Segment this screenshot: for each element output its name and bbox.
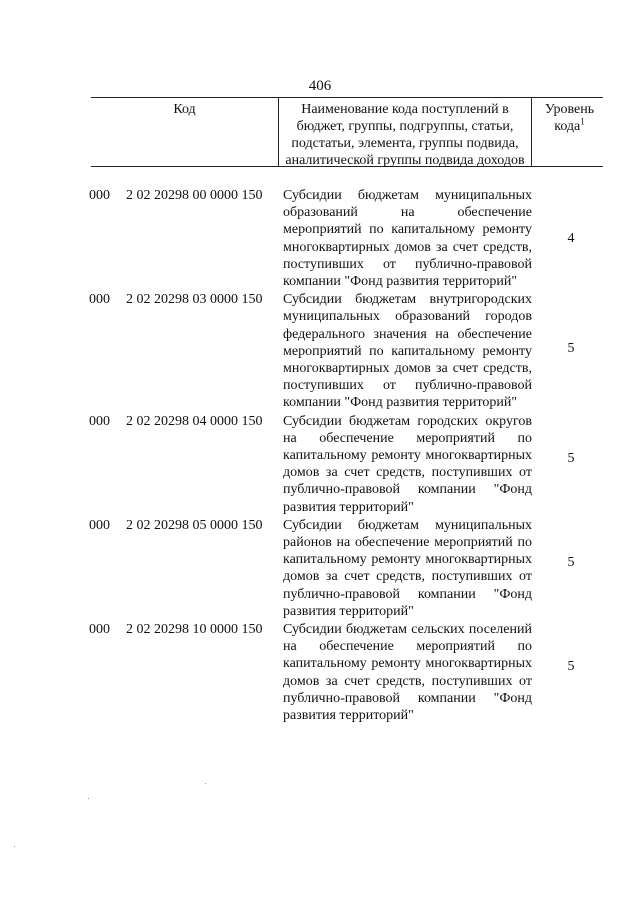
income-code: 2 02 20298 04 0000 150	[126, 413, 263, 429]
scan-speck	[14, 846, 15, 847]
code-level: 5	[567, 659, 575, 675]
admin-code: 000	[89, 517, 110, 533]
income-description: Субсидии бюджетам муниципальных районов на обеспечение мероприятий по капитальному ремонту многоквартирных домов за счет средств, поступивших от публично-правовой компании "Фонд развития территорий"	[283, 517, 532, 619]
header-level	[532, 98, 603, 166]
income-description: Субсидии бюджетам городских округов на обеспечение мероприятий по капитальному ремонту многоквартирных домов за счет средств, поступивших от публично-правовой компании "Фонд развития территорий"	[283, 413, 532, 515]
scan-speck	[88, 798, 89, 799]
code-level: 5	[567, 341, 575, 357]
code-level: 5	[567, 450, 575, 466]
header-code: Код	[91, 98, 279, 166]
table-row	[0, 290, 640, 411]
income-description: Субсидии бюджетам сельских поселений на обеспечение мероприятий по капитальному ремонту многоквартирных домов за счет средств, поступивших от публично-правовой компании "Фонд развития территорий"	[283, 622, 532, 724]
table-row	[0, 412, 640, 516]
table-row	[0, 186, 640, 290]
header-level-label: Уровень кода	[544, 102, 595, 134]
header-name: Наименование кода поступлений в бюджет, группы, подгруппы, статьи, подстатьи, элемента, группы подвида, аналитической группы подвида доходов	[279, 98, 532, 166]
table-body	[0, 186, 640, 724]
scan-speck	[205, 783, 206, 784]
income-code: 2 02 20298 10 0000 150	[126, 622, 263, 638]
admin-code: 000	[89, 292, 110, 308]
income-description: Субсидии бюджетам муниципальных образований на обеспечение мероприятий по капитальному ремонту многоквартирных домов за счет средств, поступивших от публично-правовой компании "Фонд развития территорий"	[283, 188, 532, 290]
admin-code: 000	[89, 188, 110, 203]
admin-code: 000	[89, 413, 110, 429]
code-level: 5	[567, 554, 575, 570]
table-row	[0, 516, 640, 620]
table-row	[0, 620, 640, 724]
income-code: 2 02 20298 03 0000 150	[126, 292, 263, 308]
page-number: 406	[308, 78, 332, 94]
income-code: 2 02 20298 05 0000 150	[126, 517, 263, 533]
header-level-footnote: 1	[580, 116, 585, 127]
admin-code: 000	[89, 622, 110, 638]
income-code: 2 02 20298 00 0000 150	[126, 188, 263, 203]
income-description: Субсидии бюджетам внутригородских муниципальных образований городов федерального значения на обеспечение мероприятий по капитальному ремонту многоквартирных домов за счет средств, поступивших от публично-правовой компании "Фонд развития территорий"	[283, 292, 532, 411]
table-header	[91, 97, 603, 167]
code-level: 4	[567, 231, 575, 246]
